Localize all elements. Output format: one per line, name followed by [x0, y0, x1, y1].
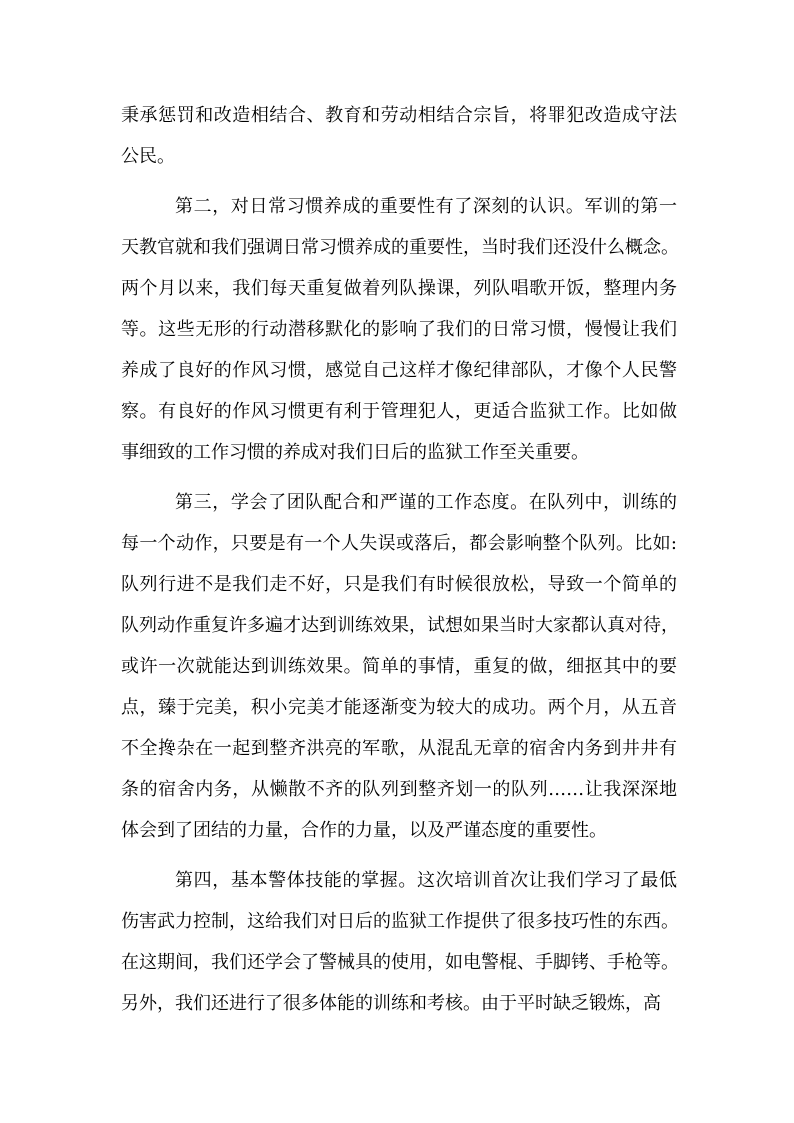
text-line: 伤害武力控制，这给我们对日后的监狱工作提供了很多技巧性的东西。: [121, 911, 679, 932]
paragraph: [121, 186, 677, 473]
text-line: 每一个动作，只要是有一个人失误或落后，都会影响整个队列。比如:: [121, 533, 677, 554]
paragraph-gap: [121, 177, 677, 186]
paragraph: [121, 860, 677, 1024]
text-line: 条的宿舍内务，从懒散不齐的队列到整齐划一的队列……让我深深地: [121, 779, 677, 800]
text-line: 体会到了团结的力量，合作的力量，以及严谨态度的重要性。: [121, 820, 607, 841]
text-line: 在这期间，我们还学会了警械具的使用，如电警棍、手脚铐、手枪等。: [121, 952, 679, 973]
paragraph-gap: [121, 851, 677, 860]
text-line: 第四，基本警体技能的掌握。这次培训首次让我们学习了最低: [175, 870, 677, 891]
text-line: 另外，我们还进行了很多体能的训练和考核。由于平时缺乏锻炼，高: [121, 993, 661, 1014]
document-body: [121, 95, 677, 1024]
text-line: 天教官就和我们强调日常习惯养成的重要性，当时我们还没什么概念。: [121, 237, 679, 258]
text-line: 或许一次就能达到训练效果。简单的事情，重复的做，细抠其中的要: [121, 656, 677, 677]
text-line: 第二，对日常习惯养成的重要性有了深刻的认识。军训的第一: [175, 196, 677, 217]
text-line: 察。有良好的作风习惯更有利于管理犯人，更适合监狱工作。比如做: [121, 401, 677, 422]
text-line: 养成了良好的作风习惯，感觉自己这样才像纪律部队，才像个人民警: [121, 360, 677, 381]
text-line: 点，臻于完美，积小完美才能逐渐变为较大的成功。两个月，从五音: [121, 697, 677, 718]
text-line: 队列行进不是我们走不好，只是我们有时候很放松，导致一个简单的: [121, 574, 677, 595]
paragraph: [121, 95, 677, 177]
text-line: 公民。: [121, 146, 175, 167]
text-line: 两个月以来，我们每天重复做着列队操课，列队唱歌开饭，整理内务: [121, 278, 677, 299]
text-line: 第三，学会了团队配合和严谨的工作态度。在队列中，训练的: [175, 492, 677, 513]
text-line: 事细致的工作习惯的养成对我们日后的监狱工作至关重要。: [121, 442, 589, 463]
text-line: 队列动作重复许多遍才达到训练效果，试想如果当时大家都认真对待，: [121, 615, 679, 636]
text-line: 不全搀杂在一起到整齐洪亮的军歌，从混乱无章的宿舍内务到井井有: [121, 738, 677, 759]
paragraph-gap: [121, 473, 677, 482]
text-line: 等。这些无形的行动潜移默化的影响了我们的日常习惯，慢慢让我们: [121, 319, 677, 340]
text-line: 秉承惩罚和改造相结合、教育和劳动相结合宗旨，将罪犯改造成守法: [121, 105, 677, 126]
paragraph: [121, 482, 677, 851]
